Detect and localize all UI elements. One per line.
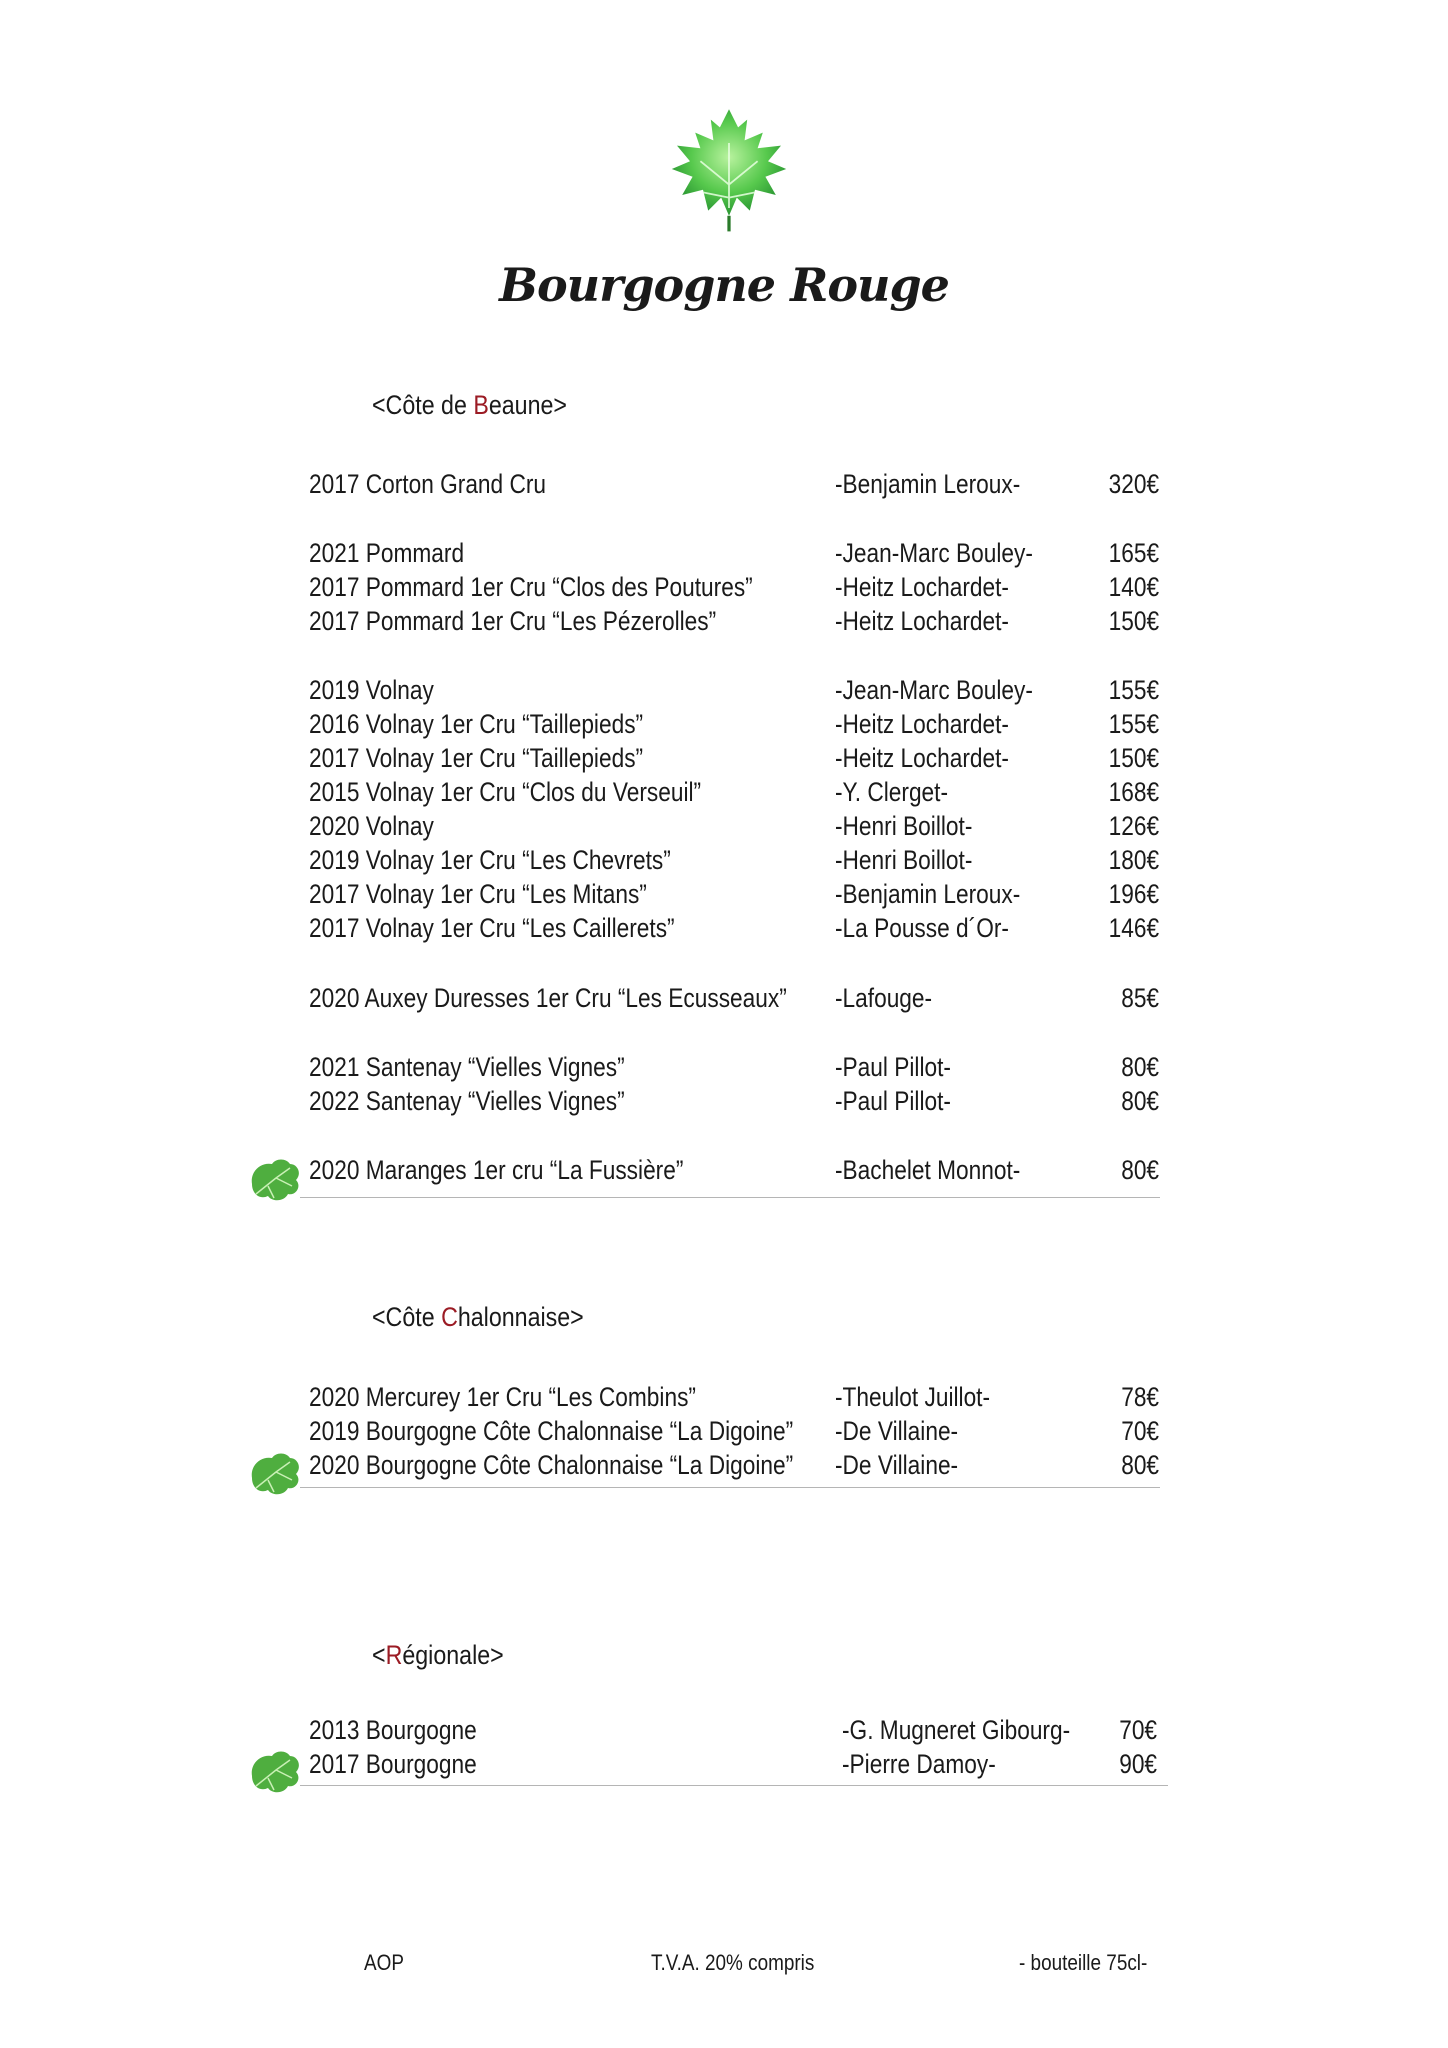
section-title-cote-chalonnaise: <Côte Chalonnaise> (372, 1302, 584, 1332)
list-item: 2019 Volnay -Jean-Marc Bouley- 155€ (309, 675, 1159, 705)
list-item: 2017 Volnay 1er Cru “Les Caillerets” -La Pousse d´Or- 146€ (309, 913, 1159, 943)
section-title-regionale: <Régionale> (372, 1640, 504, 1670)
list-item: 2016 Volnay 1er Cru “Taillepieds” -Heitz Lochardet- 155€ (309, 709, 1159, 739)
list-item: 2021 Santenay “Vielles Vignes” -Paul Pillot- 80€ (309, 1052, 1159, 1082)
list-item: 2017 Bourgogne -Pierre Damoy- 90€ (309, 1749, 1157, 1779)
list-item: 2022 Santenay “Vielles Vignes” -Paul Pillot- 80€ (309, 1086, 1159, 1116)
list-item: 2013 Bourgogne -G. Mugneret Gibourg- 70€ (309, 1715, 1157, 1745)
list-item: 2021 Pommard -Jean-Marc Bouley- 165€ (309, 538, 1159, 568)
list-item: 2020 Maranges 1er cru “La Fussière” -Bachelet Monnot- 80€ (309, 1155, 1159, 1185)
list-item: 2017 Pommard 1er Cru “Les Pézerolles” -Heitz Lochardet- 150€ (309, 606, 1159, 636)
section-title-cote-de-beaune: <Côte de Beaune> (372, 390, 567, 420)
list-item: 2020 Bourgogne Côte Chalonnaise “La Digoine” -De Villaine- 80€ (309, 1450, 1159, 1480)
list-item: 2017 Volnay 1er Cru “Taillepieds” -Heitz Lochardet- 150€ (309, 743, 1159, 773)
list-item: 2019 Volnay 1er Cru “Les Chevrets” -Henri Boillot- 180€ (309, 845, 1159, 875)
footer-aop: AOP (364, 1950, 404, 1975)
section-divider (300, 1785, 1168, 1786)
vine-leaf-icon (246, 1448, 302, 1498)
vine-leaf-logo-icon (664, 104, 794, 234)
list-item: 2020 Volnay -Henri Boillot- 126€ (309, 811, 1159, 841)
footer-vat: T.V.A. 20% compris (651, 1950, 815, 1975)
list-item: 2017 Pommard 1er Cru “Clos des Poutures” -Heitz Lochardet- 140€ (309, 572, 1159, 602)
list-item: 2017 Corton Grand Cru -Benjamin Leroux- 320€ (309, 469, 1159, 499)
list-item: 2020 Mercurey 1er Cru “Les Combins” -Theulot Juillot- 78€ (309, 1382, 1159, 1412)
vine-leaf-icon (246, 1154, 302, 1204)
list-item: 2020 Auxey Duresses 1er Cru “Les Ecusseaux” -Lafouge- 85€ (309, 983, 1159, 1013)
list-item: 2017 Volnay 1er Cru “Les Mitans” -Benjamin Leroux- 196€ (309, 879, 1159, 909)
vine-leaf-icon (246, 1746, 302, 1796)
page-title: Bourgogne Rouge (499, 258, 949, 312)
section-divider (300, 1197, 1160, 1198)
list-item: 2015 Volnay 1er Cru “Clos du Verseuil” -Y. Clerget- 168€ (309, 777, 1159, 807)
footer-bottle-size: - bouteille 75cl- (1019, 1950, 1148, 1975)
section-divider (300, 1487, 1160, 1488)
list-item: 2019 Bourgogne Côte Chalonnaise “La Digoine” -De Villaine- 70€ (309, 1416, 1159, 1446)
